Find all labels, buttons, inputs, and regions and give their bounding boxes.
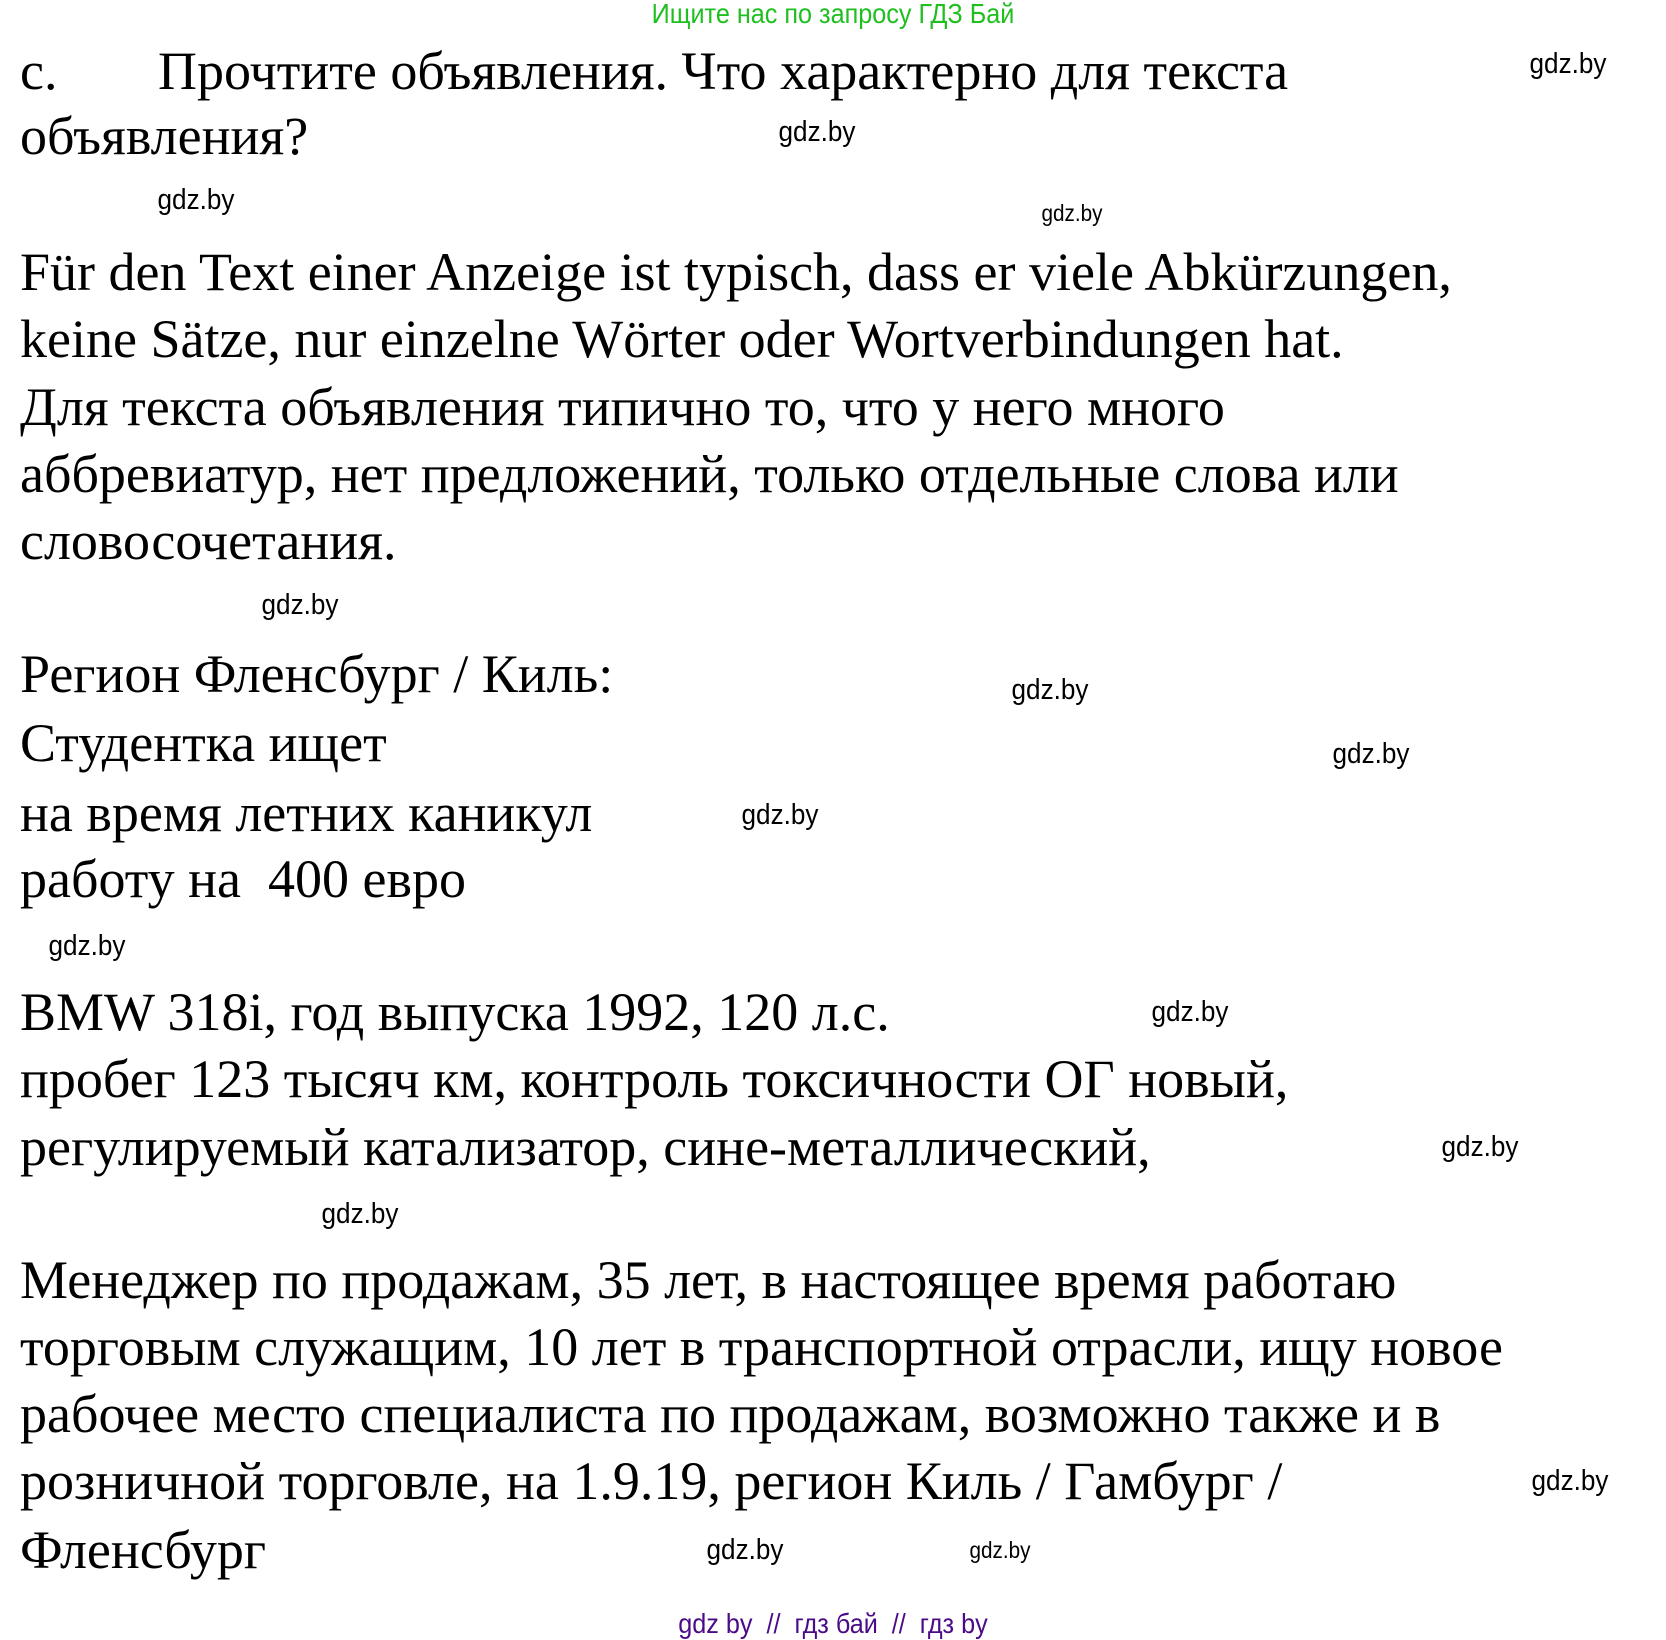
watermark: gdz.by: [1441, 1131, 1519, 1163]
answer-ru-line: аббревиатур, нет предложений, только отдельные слова или: [20, 444, 1399, 504]
task-question-line-2: объявления?: [20, 106, 309, 166]
ad1-line: работу на 400 евро: [20, 849, 466, 909]
answer-ru-line: Для текста объявления типично то, что у него много: [20, 377, 1225, 437]
watermark: gdz.by: [1332, 738, 1410, 770]
watermark: gdz.by: [261, 589, 339, 621]
watermark: gdz.by: [48, 930, 126, 962]
ad3-line: рабочее место специалиста по продажам, возможно также и в: [20, 1384, 1441, 1444]
ad3-line: торговым служащим, 10 лет в транспортной отрасли, ищу новое: [20, 1317, 1503, 1377]
task-label: c.: [20, 41, 58, 101]
ad1-line: Регион Фленсбург / Киль:: [20, 644, 614, 704]
answer-ru-line: словосочетания.: [20, 511, 397, 571]
ad3-line: Менеджер по продажам, 35 лет, в настоящее время работаю: [20, 1250, 1397, 1310]
watermark: gdz.by: [157, 184, 235, 216]
watermark: gdz.by: [1011, 674, 1089, 706]
footer-links: gdz by // гдз бай // гдз by: [678, 1608, 988, 1639]
task-question-line: [20, 38, 1288, 105]
ad3-line: розничной торговле, на 1.9.19, регион Киль / Гамбург /: [20, 1451, 1283, 1511]
watermark: gdz.by: [1531, 1465, 1609, 1497]
watermark: gdz.by: [778, 116, 856, 148]
answer-de-line: Für den Text einer Anzeige ist typisch, dass er viele Abkürzungen,: [20, 242, 1452, 302]
ad2-line: пробег 123 тысяч км, контроль токсичности ОГ новый,: [20, 1049, 1289, 1109]
watermark: gdz.by: [1041, 200, 1103, 226]
ad1-line: Студентка ищет: [20, 713, 387, 773]
ad1-line: на время летних каникул: [20, 783, 593, 843]
watermark: gdz.by: [706, 1534, 784, 1566]
header-banner: Ищите нас по запросу ГДЗ Бай: [651, 0, 1015, 29]
answer-de-line: keine Sätze, nur einzelne Wörter oder Wortverbindungen hat.: [20, 309, 1344, 369]
watermark: gdz.by: [1151, 996, 1229, 1028]
ad2-line: BMW 318i, год выпуска 1992, 120 л.с.: [20, 982, 890, 1042]
ad3-line: Фленсбург: [20, 1520, 266, 1580]
ad2-line: регулируемый катализатор, сине-металлический,: [20, 1117, 1151, 1177]
watermark: gdz.by: [321, 1198, 399, 1230]
question-text: Прочтите объявления. Что характерно для текста: [158, 41, 1289, 101]
watermark: gdz.by: [969, 1537, 1031, 1563]
watermark: gdz.by: [741, 799, 819, 831]
watermark: gdz.by: [1529, 48, 1607, 80]
